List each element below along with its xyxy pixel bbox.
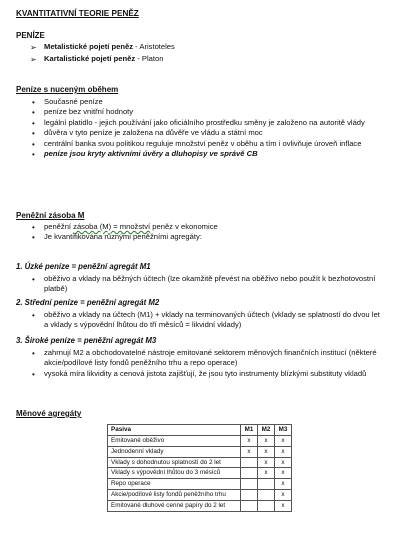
list-item [30,348,380,369]
section-heading-forced: Peníze s nuceným oběhem [16,85,119,94]
table-cell-m2: x [258,446,275,457]
table-cell-m2: x [258,468,275,479]
list-item-bold: Kartalistické pojetí peněz [44,54,136,63]
spellcheck-underlined-text: zásoba (M) = množství [73,222,151,231]
monetary-aggregates-table [107,424,292,512]
list-item-text: vysoká míra likvidity a cenová jistota zajišťují, že jsou tyto instrumenty blízkými substituty vkladů [44,368,367,378]
list-item [30,310,380,331]
aggregate-m1-list [30,274,380,295]
table-cell-m3: x [275,435,292,446]
list-item [30,128,380,138]
list-item [30,139,380,149]
list-item [30,232,380,242]
table-row [108,501,292,512]
table-cell-m1 [241,457,258,468]
bullet-icon: • [32,223,35,232]
list-item [30,118,380,128]
aggregate-m2-title: 2. Střední peníze = peněžní agregát M2 [16,298,160,307]
list-item-text: Současné peníze [44,97,103,106]
list-item-text: legální platidlo - jejich používání jako oficiálního prostředku směny je založeno na autoritě vlády [44,117,365,127]
bullet-icon: • [32,139,35,149]
page-title: KVANTITATIVNÍ TEORIE PENĚZ [16,9,139,18]
list-item [30,149,380,159]
table-row [108,457,292,468]
section-heading-table: Měnové agregáty [16,409,82,418]
table-cell-m2: x [258,457,275,468]
table-cell-m1: x [241,446,258,457]
table-cell-m3: x [275,479,292,490]
list-item-text: - Aristoteles [133,42,175,51]
table-cell-m1 [241,490,258,501]
table-row [108,435,292,446]
column-header: Pasiva [108,425,241,436]
table-cell-m3: x [275,457,292,468]
table-cell-label: Repo operace [108,479,241,490]
list-item-text: peněz v ekonomice [150,222,218,231]
aggregate-m3-list [30,348,380,379]
list-item-text: peněžní [44,222,74,231]
table-cell-m2 [258,501,275,512]
table-row [108,468,292,479]
bullet-icon: • [32,98,35,107]
bullet-icon: • [32,108,35,118]
table-cell-m1 [241,479,258,490]
list-item [30,222,380,232]
table-cell-m1: x [241,435,258,446]
section-heading-supply: Peněžní zásoba M [16,211,85,220]
section-heading-money: PENÍZE [16,31,45,40]
table-cell-label: Vklady s dohodnutou splatností do 2 let [108,457,241,468]
list-item [30,97,380,107]
list-item-text: - Platon [135,54,164,63]
bullet-icon: • [32,275,35,284]
table-cell-label: Emitované dluhové cenné papíry do 2 let [108,501,241,512]
table-cell-label: Akcie/podílové listy fondů peněžního trhu [108,490,241,501]
list-item-text: centrální banka svou politikou reguluje množství peněz v oběhu a tím i ovlivňuje úroveň inflace [44,138,362,148]
list-item-text: oběživo a vklady na účtech (M1) + vklady na terminovaných účtech (vklady se splatností do dvou let a vklady s výpovědní lhůtou do tří měsíců = likvidní vklady) [44,310,380,330]
table-cell-m3: x [275,490,292,501]
arrow-bullet-icon: ➢ [30,43,37,52]
list-item-text: peníze bez vnitřní hodnoty [44,107,134,117]
column-header: M1 [241,425,258,436]
list-item-text: důvěra v tyto peníze je založena na důvěře ve vládu a státní moc [44,128,263,138]
list-item-text: oběživo a vklady na běžných účtech (lze okamžitě převést na oběživo nebo použít k bezhotovostní platbě) [44,274,376,294]
aggregate-m1-title: 1. Úzké peníze = peněžní agregát M1 [16,262,151,271]
money-concepts-list [30,42,175,66]
bullet-icon: • [32,118,35,128]
table-row [108,479,292,490]
bullet-icon: • [32,349,35,358]
forced-money-list [30,97,380,160]
bullet-icon: • [32,311,35,320]
bullet-icon: • [32,233,35,243]
table-cell-m1 [241,468,258,479]
table-row [108,490,292,501]
money-supply-list [30,222,380,243]
list-item [30,274,380,295]
bullet-icon: • [32,369,35,379]
list-item-text: Je kvantifikována různými peněžními agregáty: [44,232,202,242]
aggregate-m2-list [30,310,380,331]
column-header: M3 [275,425,292,436]
bullet-icon: • [32,129,35,139]
arrow-bullet-icon: ➢ [30,55,37,64]
column-header: M2 [258,425,275,436]
table-header-row [108,425,292,436]
bullet-icon: • [32,150,35,160]
table-cell-label: Vklady s výpovědní lhůtou do 3 měsíců [108,468,241,479]
list-item [30,54,175,66]
list-item [30,369,380,379]
list-item-bold: Metalistické pojetí peněz [44,42,134,51]
table-cell-label: Emitované oběživo [108,435,241,446]
table-cell-m2 [258,490,275,501]
table-cell-m2: x [258,435,275,446]
table-cell-m1 [241,501,258,512]
table-cell-m3: x [275,446,292,457]
list-item [30,107,380,117]
table-cell-m3: x [275,468,292,479]
table-cell-m3: x [275,501,292,512]
list-item [30,42,175,54]
aggregate-m3-title: 3. Široké peníze = peněžní agregát M3 [16,336,157,345]
list-item-text: zahrnují M2 a obchodovatelné nástroje emitované sektorem měnových finančních institucí (některé akcie/podílové listy fondů peněžního trhu a repo operace) [44,348,377,368]
table-row [108,446,292,457]
table-cell-m2 [258,479,275,490]
table-cell-label: Jednodenní vklady [108,446,241,457]
list-item-text: peníze jsou kryty aktivními úvěry a dluhopisy ve správě CB [44,149,258,159]
